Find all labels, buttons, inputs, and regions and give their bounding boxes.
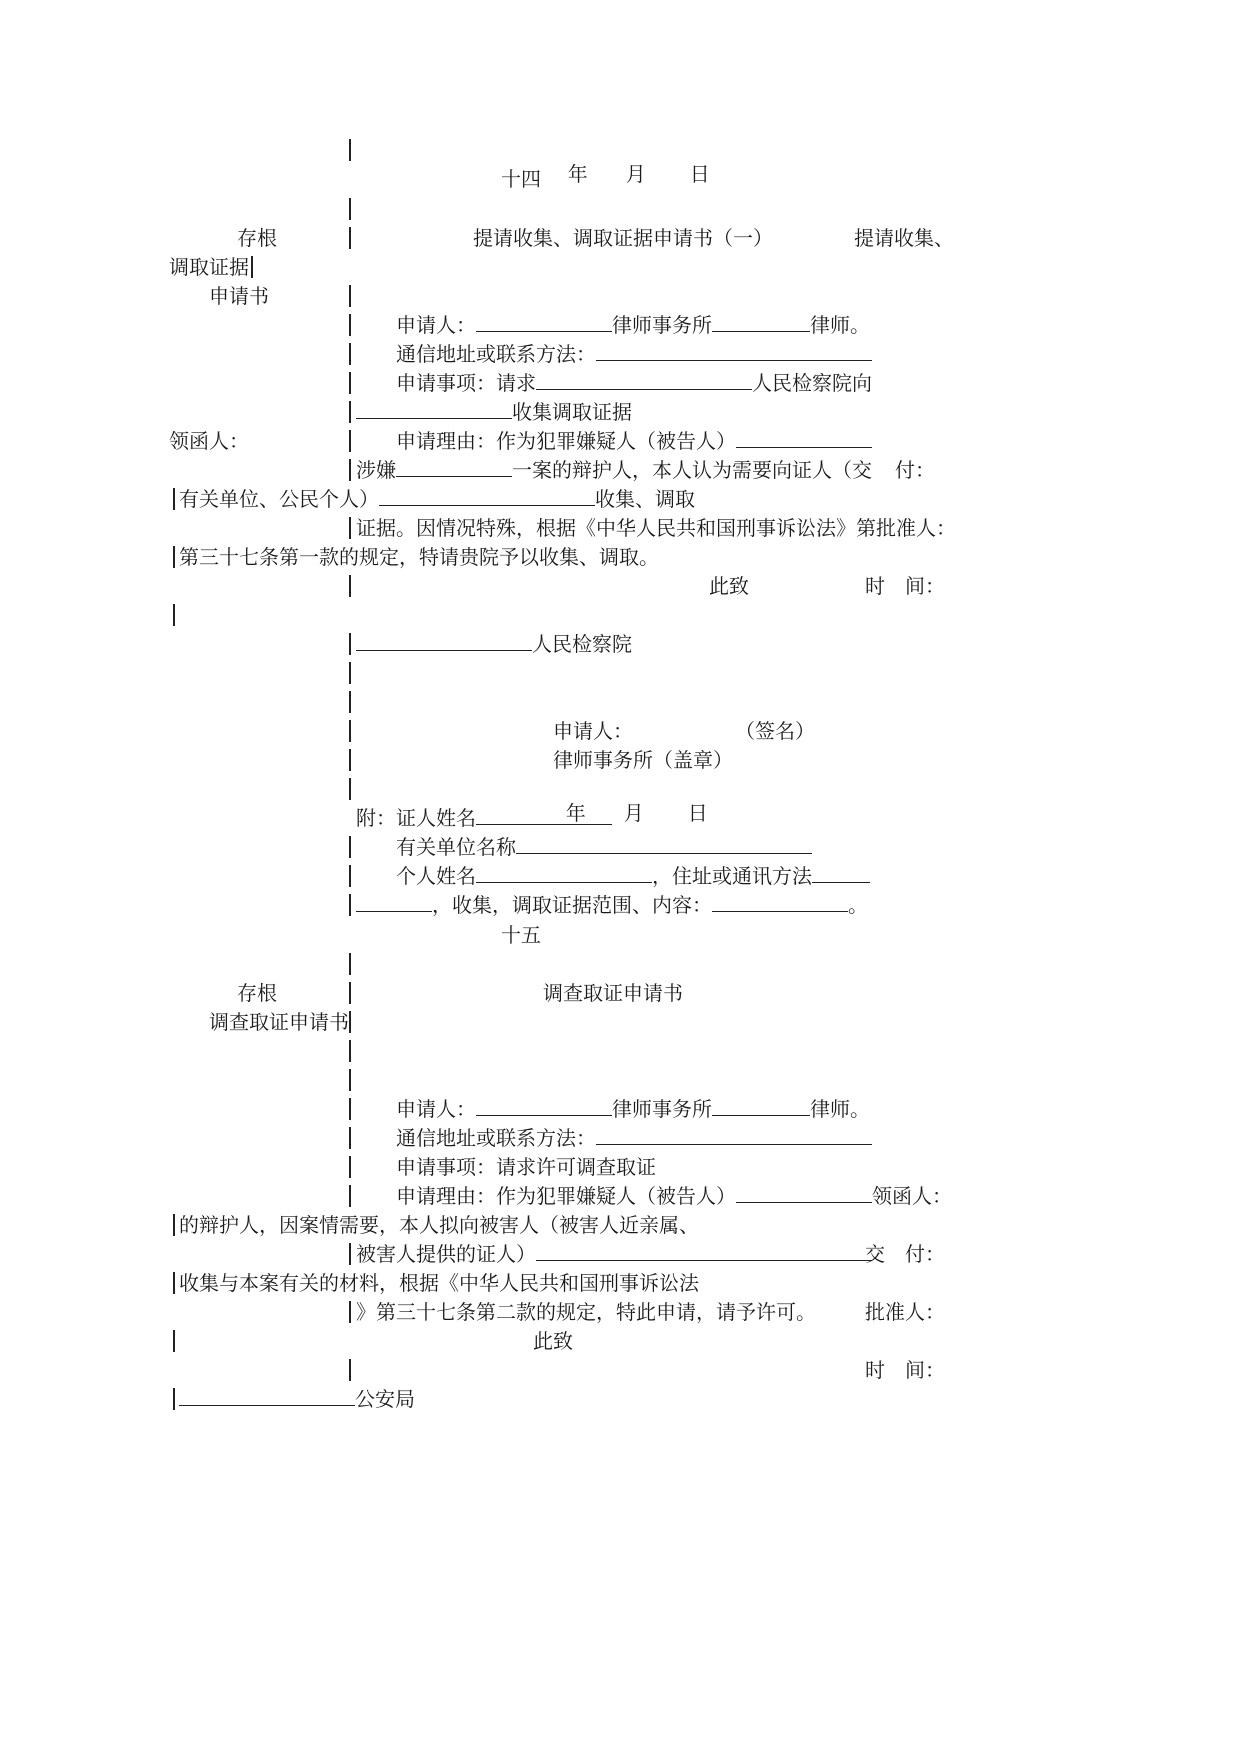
form-title: 调查取证申请书	[543, 981, 683, 1005]
blank-field[interactable]	[736, 429, 872, 448]
article-line: 第三十七条第一款的规定，特请贵院予以收集、调取。	[179, 545, 659, 569]
blank-field[interactable]	[179, 1387, 355, 1406]
attach-scope: ，收集，调取证据范围、内容： 。	[356, 893, 868, 917]
separator-bar	[349, 720, 351, 742]
contact-line: 通信地址或联系方法：	[396, 342, 872, 366]
separator-bar	[349, 982, 351, 1004]
separator-bar	[349, 139, 351, 161]
blank-field[interactable]	[396, 458, 512, 477]
separator-bar	[349, 430, 351, 452]
stub-title: 调查取证申请书	[209, 1010, 349, 1034]
blank-field[interactable]	[812, 864, 870, 883]
regards: 此致	[709, 574, 749, 598]
separator-bar	[349, 372, 351, 394]
collect-line: 收集调取证据	[356, 400, 632, 424]
blank-field[interactable]	[379, 487, 595, 506]
blank-field[interactable]	[356, 632, 532, 651]
regards: 此致	[533, 1329, 573, 1353]
deliver-label: 付：	[895, 458, 935, 482]
stub-label: 存根	[237, 981, 277, 1005]
applicant-line: 申请人： 律师事务所 律师。	[396, 313, 870, 337]
separator-bar	[173, 1388, 175, 1410]
time-label: 时 间：	[865, 1358, 945, 1382]
blank-field[interactable]	[356, 400, 512, 419]
defender-line: 的辩护人，因案情需要，本人拟向被害人（被害人近亲属、	[179, 1213, 699, 1237]
separator-bar	[173, 1272, 175, 1294]
separator-bar	[349, 459, 351, 481]
right-column-label: 提请收集、	[854, 226, 954, 250]
separator-bar	[349, 575, 351, 597]
date-month: 月	[625, 162, 646, 186]
approver-label: 批准人：	[876, 516, 956, 540]
deliver-label: 交 付：	[865, 1242, 945, 1266]
separator-bar	[349, 1156, 351, 1178]
form-title: 提请收集、调取证据申请书（一）	[473, 226, 773, 250]
procuratorate-line: 人民检察院	[356, 632, 632, 656]
time-label: 时 间：	[865, 574, 945, 598]
separator-bar	[173, 546, 175, 568]
receiver-label: 领函人：	[169, 429, 249, 453]
blank-field[interactable]	[516, 835, 812, 854]
sign-applicant: 申请人：	[553, 719, 633, 743]
sign-date: 年 月 日	[565, 801, 708, 825]
separator-bar	[349, 517, 351, 539]
separator-bar	[173, 1330, 175, 1352]
date-year: 年	[567, 162, 588, 186]
firm-seal: 律师事务所（盖章）	[553, 748, 733, 772]
blank-field[interactable]	[536, 1242, 872, 1261]
blank-field[interactable]	[712, 313, 810, 332]
separator-bar	[349, 894, 351, 916]
separator-bar	[349, 401, 351, 423]
separator-bar	[173, 488, 175, 510]
separator-bar	[251, 256, 253, 278]
section-number: 十五	[501, 923, 541, 947]
separator-bar	[349, 314, 351, 336]
separator-bar	[173, 1214, 175, 1236]
separator-bar	[349, 285, 351, 307]
blank-field[interactable]	[476, 313, 612, 332]
contact-line: 通信地址或联系方法：	[396, 1126, 872, 1150]
separator-bar	[349, 1040, 351, 1062]
separator-bar	[349, 953, 351, 975]
top-date	[555, 138, 710, 186]
police-line: 公安局	[179, 1387, 415, 1411]
separator-bar	[349, 343, 351, 365]
matter-line: 申请事项：请求许可调查取证	[396, 1155, 656, 1179]
article-line: 》第三十七条第二款的规定，特此申请，请予许可。	[356, 1300, 816, 1324]
separator-bar	[349, 198, 351, 220]
receiver-label: 领函人：	[872, 1184, 952, 1208]
separator-bar	[349, 749, 351, 771]
blank-field[interactable]	[712, 1097, 810, 1116]
separator-bar	[349, 836, 351, 858]
blank-field[interactable]	[596, 342, 872, 361]
evidence-line: 证据。因情况特殊，根据《中华人民共和国刑事诉讼法》第批准人：	[356, 516, 956, 540]
separator-bar	[349, 1069, 351, 1091]
separator-bar	[349, 1098, 351, 1120]
attach-unit: 有关单位名称	[396, 835, 812, 859]
separator-bar	[349, 662, 351, 684]
blank-field[interactable]	[536, 371, 752, 390]
applicant-line: 申请人： 律师事务所 律师。	[396, 1097, 870, 1121]
date-day: 日	[689, 162, 710, 186]
attach-person: 个人姓名 ，住址或通讯方法	[396, 864, 870, 888]
blank-field[interactable]	[476, 1097, 612, 1116]
stub-title: 申请书	[209, 284, 269, 308]
separator-bar	[349, 1359, 351, 1381]
separator-bar	[349, 1011, 351, 1033]
approver-label: 批准人：	[865, 1300, 945, 1324]
separator-bar	[349, 1243, 351, 1265]
stub-label: 存根	[237, 226, 277, 250]
witness-line: 被害人提供的证人）	[356, 1242, 872, 1266]
blank-field[interactable]	[712, 893, 848, 912]
attach-witness: 附：证人姓名	[356, 806, 612, 830]
separator-bar	[349, 633, 351, 655]
separator-bar	[349, 1185, 351, 1207]
separator-bar	[173, 604, 175, 626]
blank-field[interactable]	[596, 1126, 872, 1145]
suspected-line: 涉嫌 一案的辩护人，本人认为需要向证人（交	[356, 458, 872, 482]
sign-label: （签名）	[735, 719, 815, 743]
separator-bar	[349, 778, 351, 800]
separator-bar	[349, 227, 351, 249]
blank-field[interactable]	[736, 1184, 872, 1203]
blank-field[interactable]	[476, 806, 612, 825]
separator-bar	[349, 1301, 351, 1323]
collect-line: 收集与本案有关的材料，根据《中华人民共和国刑事诉讼法	[179, 1271, 699, 1295]
section-number: 十四	[501, 167, 541, 191]
blank-field[interactable]	[356, 893, 432, 912]
reason-line: 申请理由：作为犯罪嫌疑人（被告人） 领函人：	[396, 1184, 952, 1208]
separator-bar	[349, 1127, 351, 1149]
reason-line: 申请理由：作为犯罪嫌疑人（被告人）	[396, 429, 872, 453]
blank-field[interactable]	[476, 864, 652, 883]
units-line: 有关单位、公民个人） 收集、调取	[179, 487, 695, 511]
stub-title: 调取证据	[169, 255, 249, 279]
separator-bar	[349, 691, 351, 713]
matter-line: 申请事项：请求 人民检察院向	[396, 371, 872, 395]
separator-bar	[349, 865, 351, 887]
